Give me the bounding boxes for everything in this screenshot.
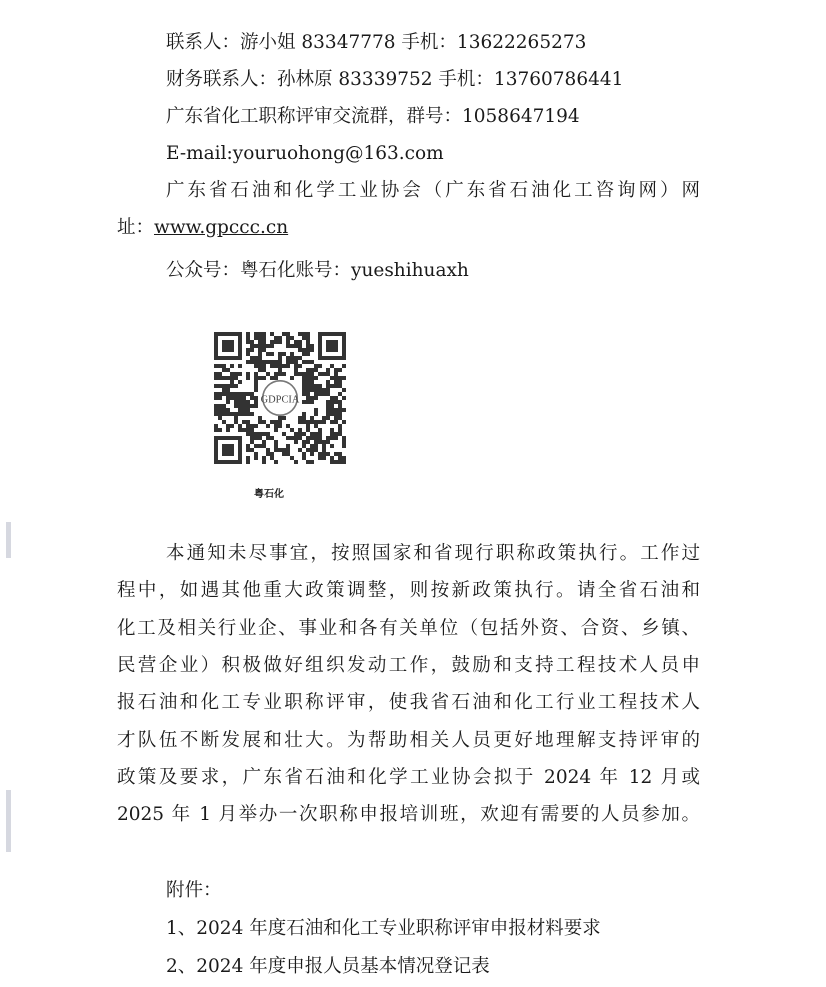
website-url-line (117, 216, 288, 240)
qr-code-image (214, 332, 346, 464)
body-line: 政策及要求，广东省石油和化学工业协会拟于 2024 年 12 月或 (117, 766, 700, 788)
body-line: 民营企业）积极做好组织发动工作，鼓励和支持工程技术人员申 (117, 654, 700, 676)
scan-artifact (6, 522, 11, 558)
body-line: 报石油和化工专业职称评审，使我省石油和化工行业工程技术人 (117, 692, 700, 714)
website-line: 广东省石油和化学工业协会（广东省石油化工咨询网）网 (166, 180, 700, 201)
website-prefix: 址： (117, 217, 155, 238)
body-line: 化工及相关行业企、事业和各有关单位（包括外资、合资、乡镇、 (117, 617, 700, 639)
body-line: 2025 年 1 月举办一次职称申报培训班，欢迎有需要的人员参加。 (117, 804, 700, 826)
contact-line: 联系人：游小姐 83347778 手机：13622265273 (166, 32, 587, 53)
body-line: 本通知未尽事宜，按照国家和省现行职称政策执行。工作过 (166, 543, 700, 564)
website-link[interactable]: www.gpccc.cn (154, 217, 289, 238)
body-line: 才队伍不断发展和壮大。为帮助相关人员更好地理解支持评审的 (117, 729, 700, 751)
attachments-label: 附件： (166, 880, 222, 901)
email-line: E-mail:youruohong@163.com (166, 143, 444, 164)
scan-artifact (6, 790, 11, 852)
finance-contact-line: 财务联系人：孙林原 83339752 手机：13760786441 (166, 69, 624, 90)
wechat-line: 公众号：粤石化账号：yueshihuaxh (166, 260, 469, 281)
group-line: 广东省化工职称评审交流群，群号：1058647194 (166, 106, 580, 127)
attachment-item: 2、2024 年度申报人员基本情况登记表 (166, 956, 490, 977)
qr-logo-text: GDPCIA (260, 394, 300, 406)
qr-caption: 粤石化 (254, 489, 284, 500)
attachment-item: 1、2024 年度石油和化工专业职称评审申报材料要求 (166, 918, 601, 939)
body-line: 程中，如遇其他重大政策调整，则按新政策执行。请全省石油和 (117, 580, 700, 602)
